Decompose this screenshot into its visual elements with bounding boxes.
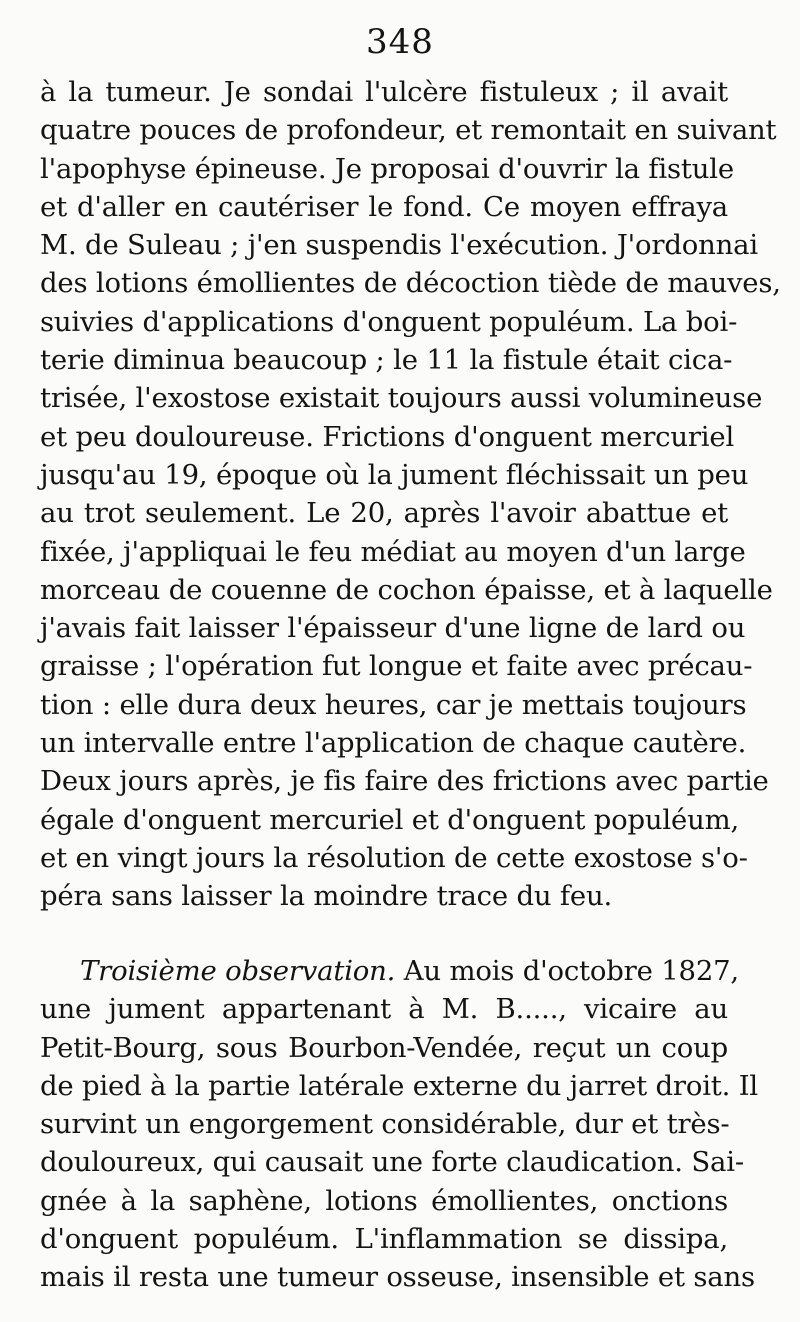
text-line: des lotions émollientes de décoction tiède de mauves, (40, 267, 781, 300)
paragraph-continued (40, 73, 781, 916)
observation-heading: Troisième observation. (80, 955, 396, 987)
text-line: à la tumeur. Je sondai l'ulcère fistuleux ; il avait (40, 76, 728, 108)
text-line: péra sans laisser la moindre trace du feu. (40, 880, 613, 913)
text-line-first (40, 952, 739, 990)
text-line: tion : elle dura deux heures, car je mettais toujours (40, 688, 747, 721)
text-line: morceau de couenne de cochon épaisse, et à laquelle (40, 573, 773, 606)
text-line: douloureux, qui causait une forte claudication. Sai- (40, 1146, 744, 1179)
text-line: graisse ; l'opération fut longue et faite avec précau- (40, 650, 753, 683)
text-line: égale d'onguent mercuriel et d'onguent populéum, (40, 803, 740, 836)
observation-first-line-text: Au mois d'octobre 1827, (395, 955, 739, 987)
text-line: trisée, l'exostose existait toujours aussi volumineuse (40, 382, 763, 415)
text-line: gnée à la saphène, lotions émollientes, onctions (40, 1184, 728, 1217)
text-line: une jument appartenant à M. B....., vicaire au (40, 993, 728, 1026)
text-line: d'onguent populéum. L'inflammation se dissipa, (40, 1223, 728, 1256)
text-line: M. de Suleau ; j'en suspendis l'exécution. J'ordonnai (40, 229, 758, 262)
text-line: et d'aller en cautériser le fond. Ce moyen effraya (40, 190, 728, 223)
text-line: au trot seulement. Le 20, après l'avoir abattue et (40, 497, 728, 530)
text-line: jusqu'au 19, époque où la jument fléchissait un peu (40, 458, 749, 491)
text-line: de pied à la partie latérale externe du jarret droit. Il (40, 1069, 758, 1102)
text-line: survint un engorgement considérable, dur et très- (40, 1108, 730, 1141)
text-line: mais il resta une tumeur osseuse, insensible et sans (40, 1261, 755, 1294)
text-line: fixée, j'appliquai le feu médiat au moyen d'un large (40, 535, 746, 568)
text-line: Deux jours après, je fis faire des frictions avec partie (40, 765, 769, 798)
text-line: Petit-Bourg, sous Bourbon-Vendée, reçut un coup (40, 1031, 728, 1064)
text-line: j'avais fait laisser l'épaisseur d'une ligne de lard ou (40, 612, 746, 645)
text-line: et en vingt jours la résolution de cette exostose s'o- (40, 841, 748, 874)
text-line: l'apophyse épineuse. Je proposai d'ouvrir la fistule (40, 152, 734, 185)
text-line: et peu douloureuse. Frictions d'onguent mercuriel (40, 420, 735, 453)
text-line: un intervalle entre l'application de chaque cautère. (40, 727, 747, 760)
page-number: 348 (366, 22, 434, 62)
paragraph-third-observation (40, 952, 758, 1297)
text-line: suivies d'applications d'onguent populéum. La boi- (40, 305, 738, 338)
text-line: terie diminua beaucoup ; le 11 la fistule était cica- (40, 344, 733, 377)
text-line: quatre pouces de profondeur, et remontait en suivant (40, 114, 777, 147)
